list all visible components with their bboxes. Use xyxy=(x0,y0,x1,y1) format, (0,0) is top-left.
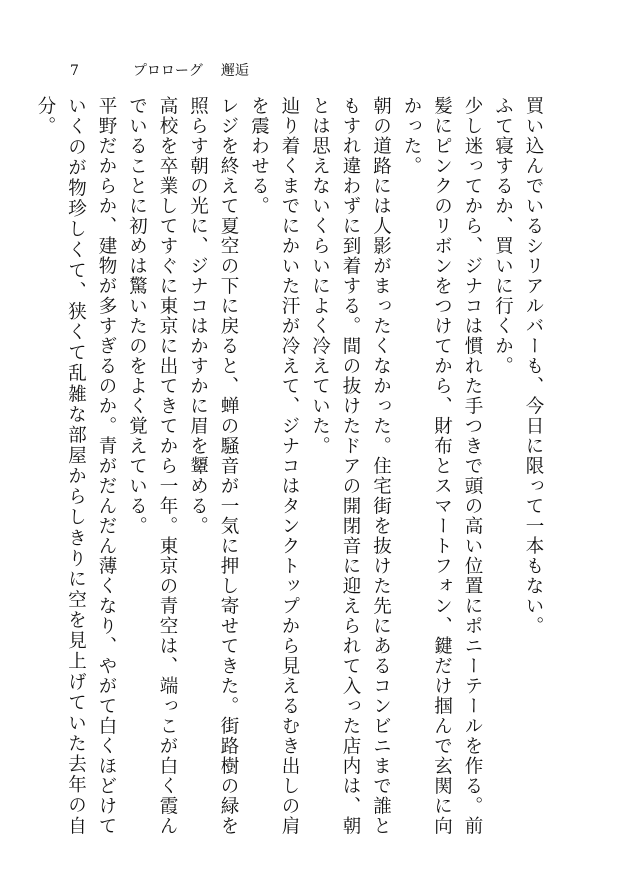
paragraph: 朝の道路には人影がまったくなかった。住宅街を抜けた先にあるコンビニまで誰ともすれ違わずに到着する。間の抜けたドアの開閉音に迎えられて入った店内は、朝とは思えないくらいによく冷えていた。 xyxy=(309,96,392,836)
section-title: 邂逅 xyxy=(220,63,249,79)
paragraph: 高校を卒業してすぐに東京に出てきてから一年。東京の青空は、端っこが白く霞んでいることに初めは驚いたのをよく覚えている。 xyxy=(126,96,178,836)
paragraph: レジを終えて夏空の下に戻ると、蝉の騒音が一気に押し寄せてきた。街路樹の緑を照らす朝の光に、ジナコはかすかに眉を顰める。 xyxy=(187,96,239,836)
page-number: 7 xyxy=(70,63,79,79)
paragraph: 平野だからか、建物が多すぎるのか。青がだんだん薄くなり、やがて白くほどけていくのが物珍しくて、狭くて乱雑な部屋からしきりに空を見上げていた去年の自分。 xyxy=(35,96,117,836)
chapter-title: プロローグ xyxy=(132,63,203,79)
paragraph: 少し迷ってから、ジナコは慣れた手つきで頭の高い位置にポニーテールを作る。前髪にピンクのリボンをつけてから、財布とスマートフォン、鍵だけ掴んで玄関に向かった。 xyxy=(401,96,483,836)
body-text xyxy=(30,96,549,836)
running-header xyxy=(70,60,249,80)
paragraph: 買い込んでいるシリアルバーも、今日に限って一本もない。 xyxy=(523,96,544,636)
paragraph: ふて寝するか、買いに行くか。 xyxy=(492,96,514,376)
paragraph: 辿り着くまでにかいた汗が冷えて、ジナコはタンクトップから見えるむき出しの肩を震わせる。 xyxy=(248,96,300,836)
